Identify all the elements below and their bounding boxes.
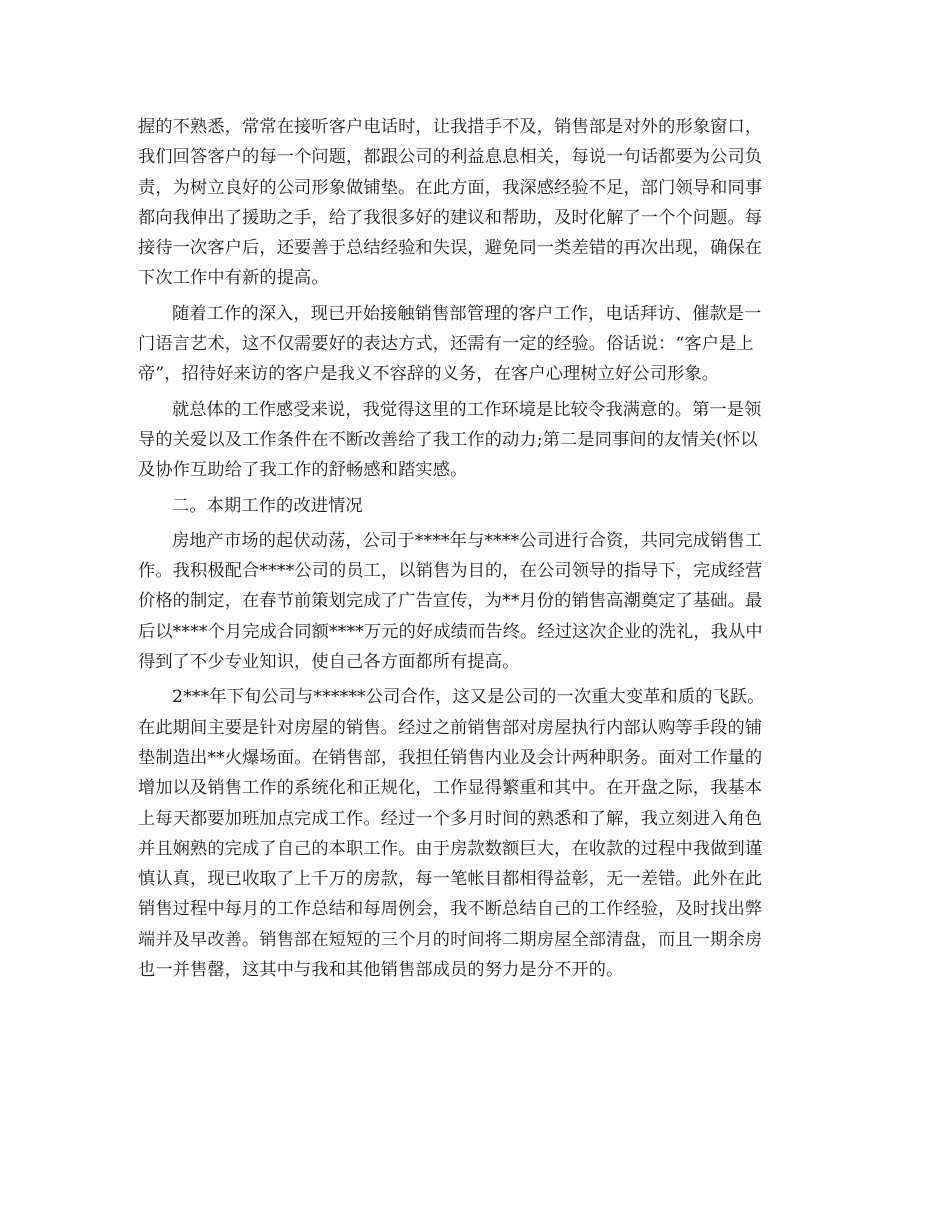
text-line: 慎认真，现已收取了上千万的房款，每一笔帐目都相得益彰，无一差错。此外在此 <box>138 869 763 890</box>
text-line: 销售过程中每月的工作总结和每周例会，我不断总结自己的工作经验，及时找出弊 <box>138 899 763 920</box>
text-line: 随着工作的深入，现已开始接触销售部管理的客户工作，电话拜访、催款是一 <box>172 303 762 324</box>
paragraph <box>138 395 818 486</box>
text-line: 就总体的工作感受来说，我觉得这里的工作环境是比较令我满意的。第一是领 <box>172 399 762 420</box>
text-line: 下次工作中有新的提高。 <box>138 268 329 289</box>
text-line: 并且娴熟的完成了自己的本职工作。由于房款数额巨大，在收款的过程中我做到谨 <box>138 838 763 859</box>
text-line: 2***年下旬公司与******公司合作，这又是公司的一次重大变革和质的飞跃。 <box>172 687 765 708</box>
text-line: 帝”，招待好来访的客户是我义不容辞的义务，在客户心理树立好公司形象。 <box>138 364 720 385</box>
text-line: 导的关爱以及工作条件在不断改善给了我工作的动力;第二是同事间的友情关(怀以 <box>138 429 758 450</box>
text-line: 我们回答客户的每一个问题，都跟公司的利益息息相关，每说一句话都要为公司负 <box>138 147 763 168</box>
text-line: 及协作互助给了我工作的舒畅感和踏实感。 <box>138 460 468 481</box>
document-body <box>138 112 818 985</box>
paragraph <box>138 299 818 390</box>
text-line: 价格的制定，在春节前策划完成了广告宣传，为**月份的销售高潮奠定了基础。最 <box>138 591 763 612</box>
text-line: 端并及早改善。销售部在短短的三个月的时间将二期房屋全部清盘，而且一期余房 <box>138 929 763 950</box>
text-line: 责，为树立良好的公司形象做铺垫。在此方面，我深感经验不足，部门领导和同事 <box>138 177 763 198</box>
section-heading <box>138 491 818 521</box>
text-line: 增加以及销售工作的系统化和正规化，工作显得繁重和其中。在开盘之际，我基本 <box>138 778 763 799</box>
text-line: 也一并售罄，这其中与我和其他销售部成员的努力是分不开的。 <box>138 960 624 981</box>
text-line: 后以****个月完成合同额****万元的好成绩而告终。经过这次企业的洗礼，我从中 <box>138 621 763 642</box>
text-line: 得到了不少专业知识，使自己各方面都所有提高。 <box>138 652 520 673</box>
text-line: 二。本期工作的改进情况 <box>172 495 363 516</box>
text-line: 都向我伸出了援助之手，给了我很多好的建议和帮助，及时化解了一个个问题。每 <box>138 207 763 228</box>
text-line: 在此期间主要是针对房屋的销售。经过之前销售部对房屋执行内部认购等手段的铺 <box>138 717 763 738</box>
paragraph <box>138 682 818 985</box>
text-line: 房地产市场的起伏动荡，公司于****年与****公司进行合资，共同完成销售工 <box>172 530 763 551</box>
text-line: 垫制造出**火爆场面。在销售部，我担任销售内业及会计两种职务。面对工作量的 <box>138 747 763 768</box>
paragraph <box>138 526 818 677</box>
text-line: 门语言艺术，这不仅需要好的表达方式，还需有一定的经验。俗话说：“客户是上 <box>138 334 754 355</box>
paragraph <box>138 112 818 294</box>
text-line: 握的不熟悉，常常在接听客户电话时，让我措手不及，销售部是对外的形象窗口， <box>138 117 763 137</box>
text-line: 上每天都要加班加点完成工作。经过一个多月时间的熟悉和了解，我立刻进入角色 <box>138 808 763 829</box>
text-line: 接待一次客户后，还要善于总结经验和失误，避免同一类差错的再次出现，确保在 <box>138 238 763 259</box>
text-line: 作。我积极配合****公司的员工，以销售为目的，在公司领导的指导下，完成经营 <box>138 561 763 582</box>
